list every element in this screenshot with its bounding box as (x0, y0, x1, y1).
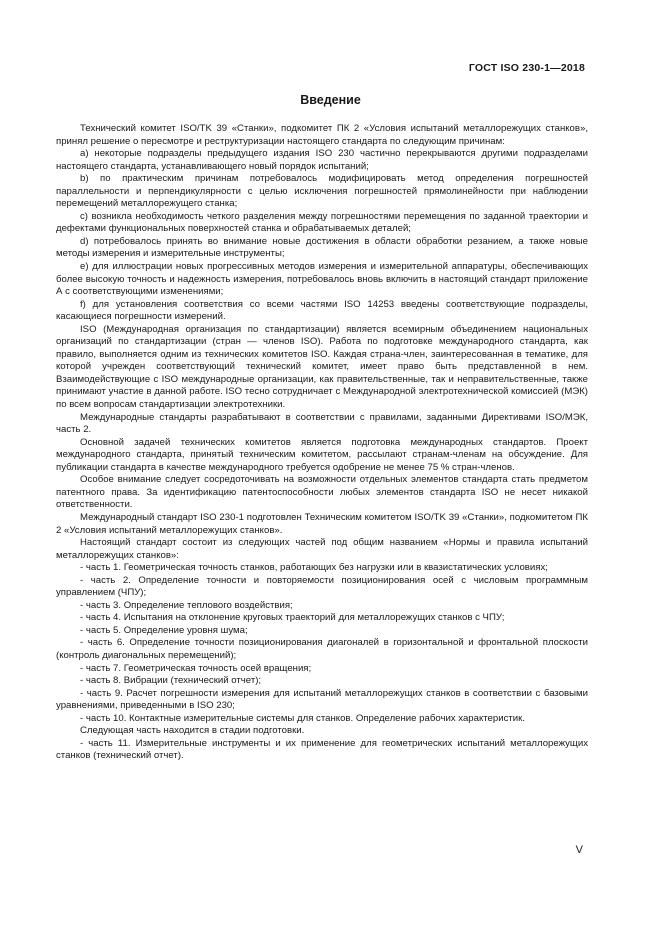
standard-code: ГОСТ ISO 230-1—2018 (468, 62, 585, 74)
paragraph: ISO (Международная организация по стандартизации) является всемирным объединением национальных организаций по стандартизации (стран — членов ISO). Работа по подготовке международного стандарта, как правило, выполняется одним из технических комитетов ISO. Каждая страна-член, заинтересованная в тематике, для которой учрежден соответствующий технический комитет, имеет право быть представленной в нем. Взаимодействующие с ISO международные организации, как правительственные, так и неправительственные, также принимают участие в данной работе. ISO тесно сотрудничает с Международной электротехнической комиссией (МЭК) по всем вопросам стандартизации электротехники. (56, 323, 588, 411)
page-number: V (575, 844, 583, 856)
list-item: - часть 8. Вибрации (технический отчет); (80, 675, 262, 687)
list-item: - часть 6. Определение точности позиционирования диагоналей в горизонтальной и фронтальной плоскости (контроль диагональных перемещений); (56, 637, 588, 661)
list-item: - часть 5. Определение уровня шума; (80, 624, 248, 636)
list-item: - часть 7. Геометрическая точность осей вращения; (80, 662, 312, 674)
paragraph: Основной задачей технических комитетов является подготовка международных стандартов. Проект международного стандарта, принятый техническим комитетом, рассылают странам-членам на обсуждение. Для публикации стандарта в качестве международного требуется одобрение не менее 75 % стран-членов. (56, 436, 588, 473)
paragraph: e) для иллюстрации новых прогрессивных методов измерения и измерительной аппаратуры, обеспечивающих более высокую точность и надежность измерения, потребовалось вновь включить в настоящий стандарт приложение А с соответствующими изменениями; (56, 261, 588, 298)
paragraph: d) потребовалось принять во внимание новые достижения в области обработки резанием, а также новые методы измерения и измерительные инструменты; (56, 235, 588, 260)
paragraph: b) по практическим причинам потребовалось модифицировать метод определения погрешностей параллельности и перпендикулярности с целью исключения погрешностей прямолинейности при наблюдении перемещений металлорежущего станка; (56, 173, 588, 210)
list-item: - часть 1. Геометрическая точность станков, работающих без нагрузки или в квазистатических условиях; (80, 562, 548, 574)
paragraph: Настоящий стандарт состоит из следующих частей под общим названием «Нормы и правила испытаний металлорежущих станков»: (56, 537, 588, 561)
paragraph: a) некоторые подразделы предыдущего издания ISO 230 частично перекрываются другими подразделами настоящего стандарта, устанавливающего новый порядок испытаний; (56, 148, 588, 172)
page-title: Введение (300, 93, 361, 107)
paragraph: f) для установления соответствия со всеми частями ISO 14253 введены соответствующие подразделы, касающиеся погрешности измерений. (56, 298, 588, 323)
list-item: - часть 4. Испытания на отклонение круговых траекторий для металлорежущих станков с ЧПУ; (80, 612, 505, 624)
list-item: - часть 11. Измерительные инструменты и их применение для геометрических испытаний металлорежущих станков (технический отчет). (56, 737, 588, 762)
paragraph: Международные стандарты разрабатывают в соответствии с правилами, заданными Директивами ISO/МЭК, часть 2. (56, 411, 588, 436)
list-item: - часть 9. Расчет погрешности измерения для испытаний металлорежущих станков в соответствии с базовыми уравнениями, приведенными в ISO 230; (56, 687, 588, 712)
paragraph: c) возникла необходимость четкого разделения между погрешностями перемещения по заданной траектории и дефектами функциональных поверхностей станка и обрабатываемых деталей; (56, 210, 588, 235)
paragraph: Международный стандарт ISO 230-1 подготовлен Техническим комитетом ISO/TK 39 «Станки», подкомитетом ПК 2 «Условия испытаний металлорежущих станков». (56, 511, 588, 536)
body-text (56, 123, 588, 763)
paragraph: Особое внимание следует сосредоточивать на возможности отдельных элементов стандарта стать предметом патентного права. За идентификацию патентоспособности любых элементов стандарта ISO не несет никакой ответственности. (56, 474, 588, 511)
list-item: - часть 2. Определение точности и повторяемости позиционирования осей с числовым программным управлением (ЧПУ); (56, 574, 588, 599)
list-item: - часть 10. Контактные измерительные системы для станков. Определение рабочих характеристик. (80, 712, 526, 724)
paragraph: Следующая часть находится в стадии подготовки. (80, 725, 305, 737)
paragraph: Технический комитет ISO/TK 39 «Станки», подкомитет ПК 2 «Условия испытаний металлорежущих станков», принял решение о пересмотре и реструктуризации настоящего стандарта по следующим причинам: (56, 123, 588, 147)
list-item: - часть 3. Определение теплового воздействия; (80, 599, 293, 611)
